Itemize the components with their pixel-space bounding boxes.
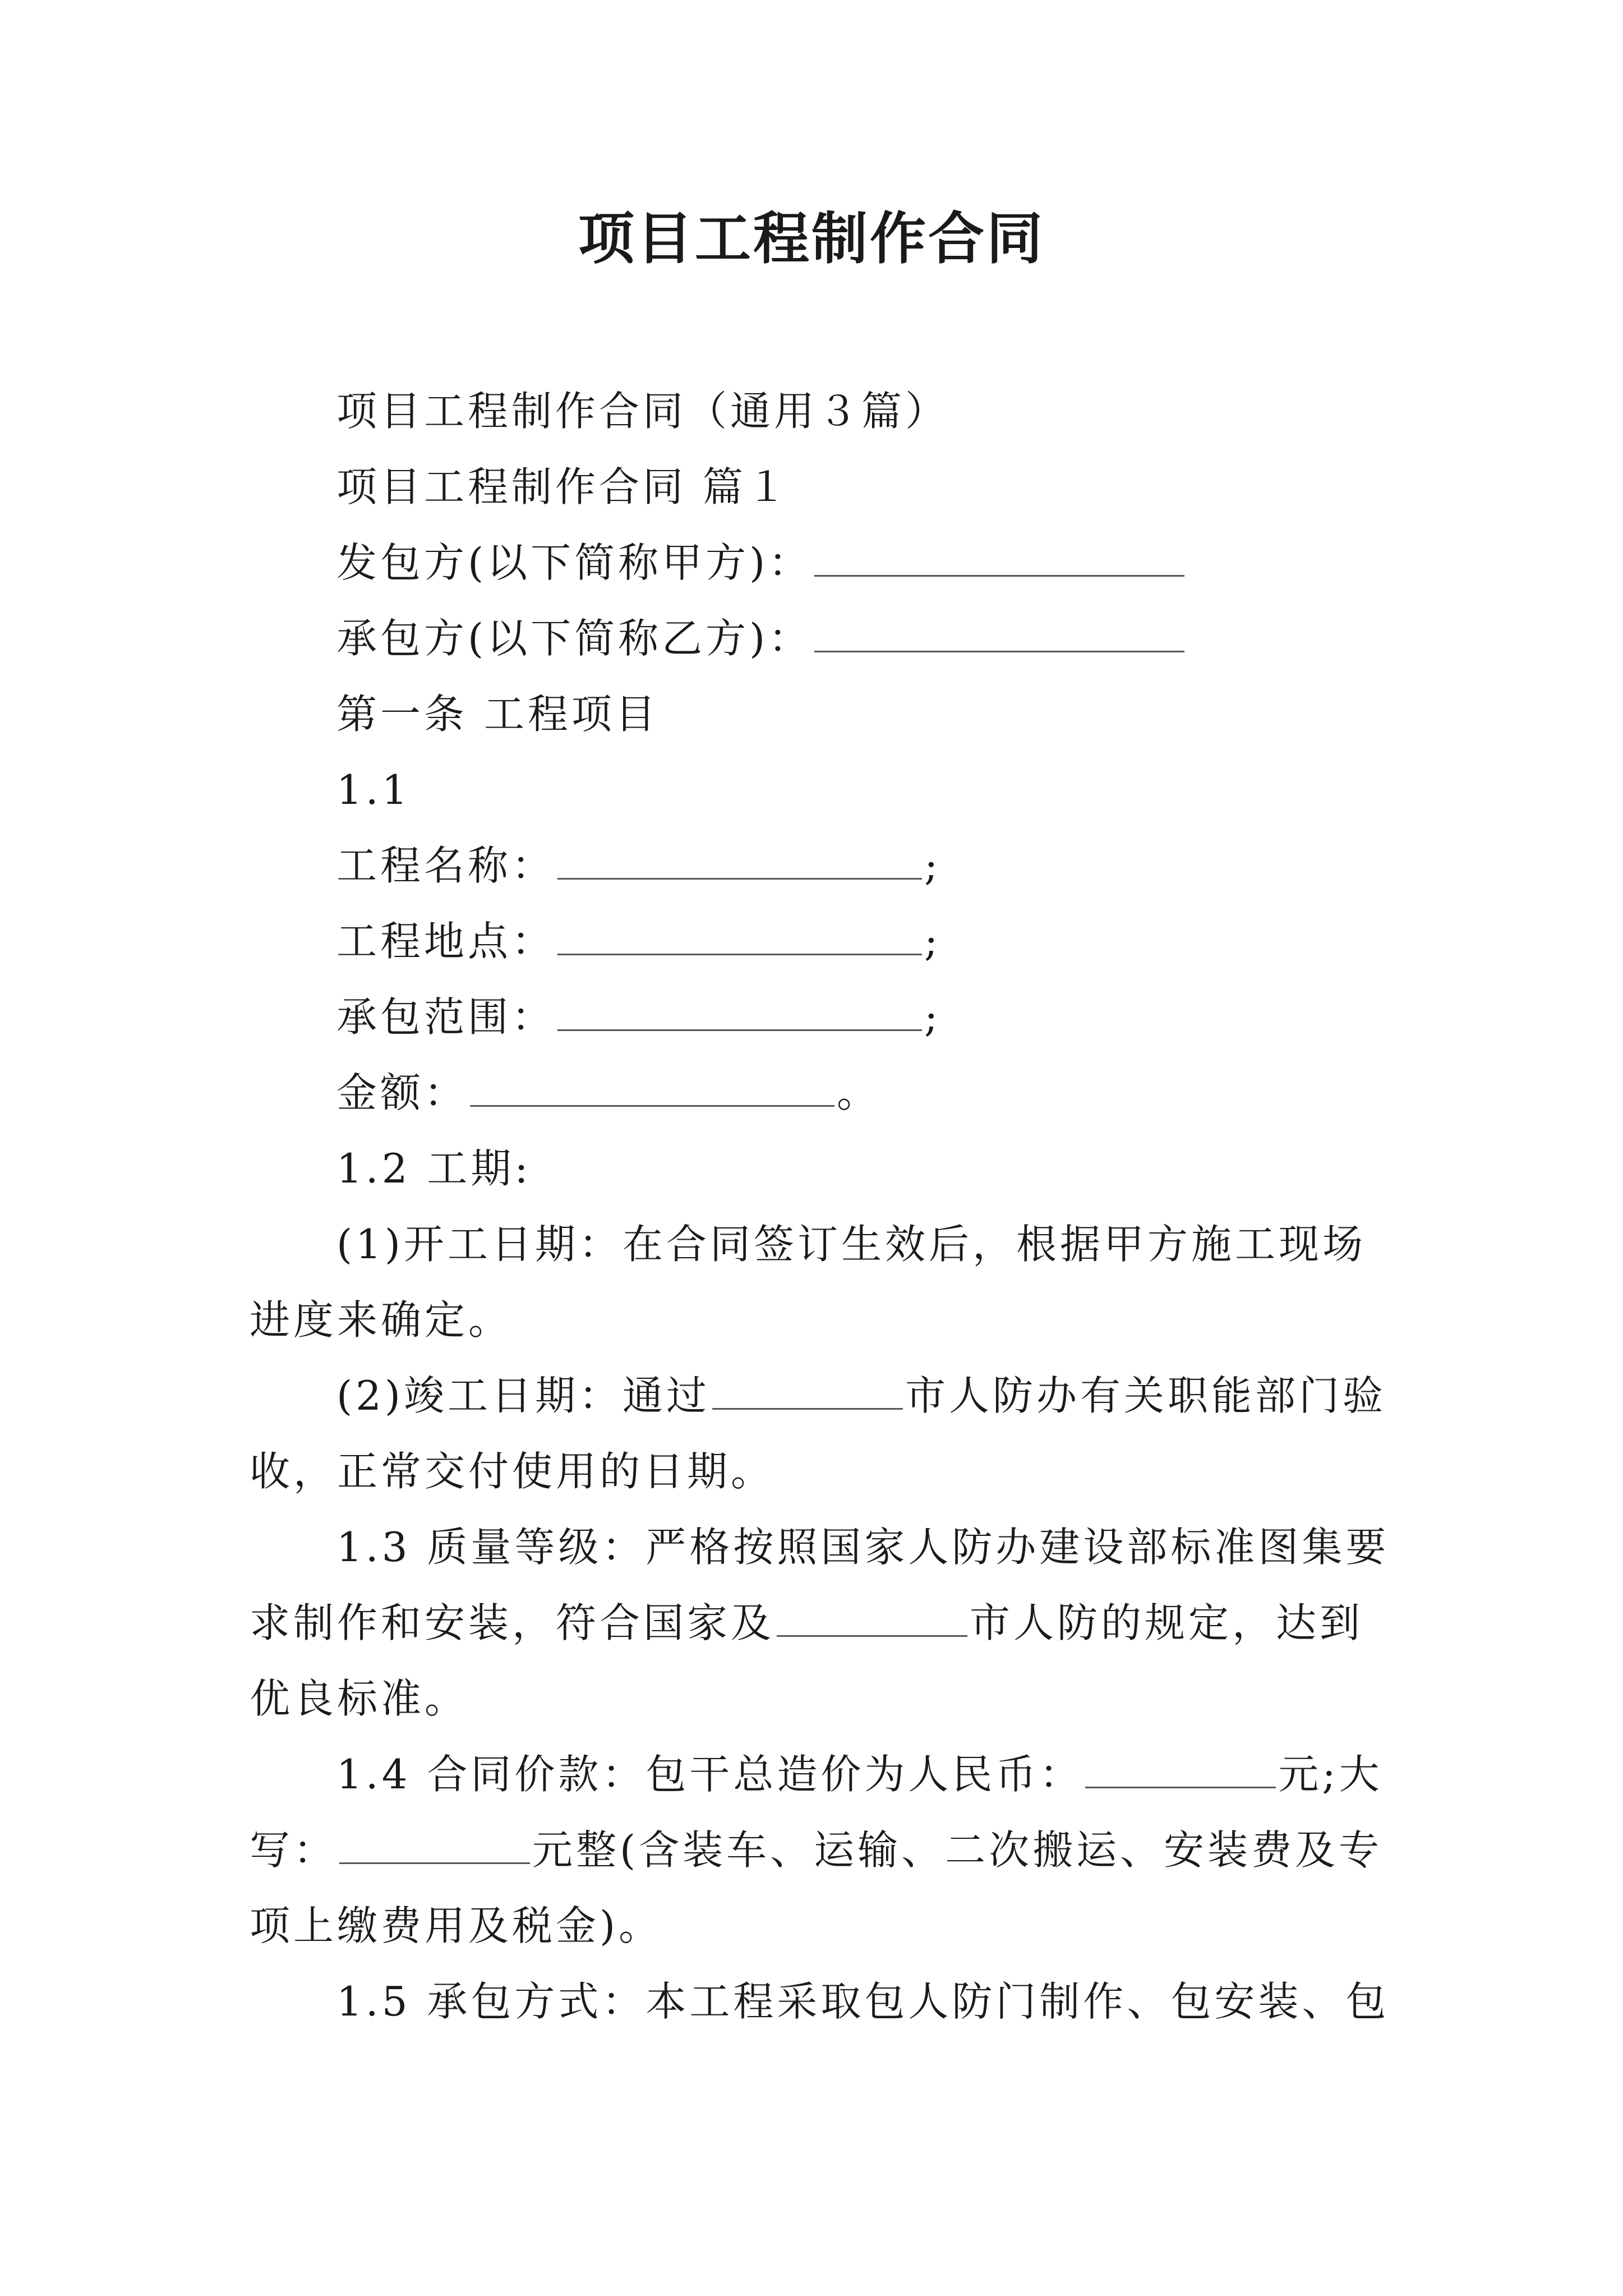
price-words-line: 写： 元整(含装车、运输、二次搬运、安装费及专: [250, 1822, 1382, 1878]
amount-label: 金额：: [336, 1069, 468, 1116]
document-title: 项目工程制作合同: [578, 205, 1045, 272]
city-blank[interactable]: [777, 1597, 967, 1637]
project-location-label: 工程地点：: [336, 918, 556, 965]
article-1-heading: 第一条 工程项目: [336, 691, 659, 738]
paragraph-line: 进度来确定。: [250, 1296, 513, 1343]
project-location-line: 工程地点： ;: [336, 913, 941, 969]
party-a-line: [336, 535, 1187, 591]
party-a-label: 发包方(以下简称甲方)：: [336, 539, 813, 586]
party-b-label: 承包方(以下简称乙方)：: [336, 615, 813, 662]
paragraph-line: 收，正常交付使用的日期。: [250, 1448, 775, 1495]
section-1-2: 1.2 工期:: [336, 1145, 532, 1192]
section-1-5: 1.5 承包方式：本工程采取包人防门制作、包安装、包: [336, 1978, 1390, 2025]
section-1-3: 1.3 质量等级：严格按照国家人防办建设部标准图集要: [336, 1524, 1390, 1571]
subtitle-line: 项目工程制作合同（通用３篇）: [336, 388, 949, 435]
party-b-blank[interactable]: [814, 613, 1184, 652]
paragraph-line: (1)开工日期：在合同签订生效后，根据甲方施工现场: [336, 1221, 1366, 1268]
project-location-blank[interactable]: [557, 915, 922, 955]
party-a-blank[interactable]: [814, 537, 1184, 577]
scope-line: 承包范围： ;: [336, 989, 941, 1045]
completion-date-line: (2)竣工日期：通过 市人防办有关职能部门验: [336, 1368, 1386, 1424]
price-number-blank[interactable]: [1085, 1749, 1276, 1788]
price-words-blank[interactable]: [339, 1824, 530, 1864]
quality-line: 求制作和安装，符合国家及 市人防的规定，达到: [250, 1595, 1363, 1651]
project-name-line: 工程名称： ;: [336, 838, 941, 894]
city-blank[interactable]: [712, 1370, 903, 1410]
project-name-label: 工程名称：: [336, 842, 556, 889]
scope-label: 承包范围：: [336, 993, 556, 1041]
party-b-line: [336, 610, 1187, 666]
scope-blank[interactable]: [557, 991, 922, 1031]
paragraph-line: 项上缴费用及税金)。: [250, 1902, 663, 1949]
section-1-4: 1.4 合同价款：包干总造价为人民币： 元;大: [336, 1746, 1383, 1802]
part-heading: 项目工程制作合同 篇１: [336, 463, 790, 510]
section-1-1: 1.1: [336, 766, 411, 813]
paragraph-line: 优良标准。: [250, 1675, 469, 1722]
amount-blank[interactable]: [470, 1067, 834, 1107]
project-name-blank[interactable]: [557, 840, 922, 880]
amount-line: 金额： 。: [336, 1065, 880, 1121]
